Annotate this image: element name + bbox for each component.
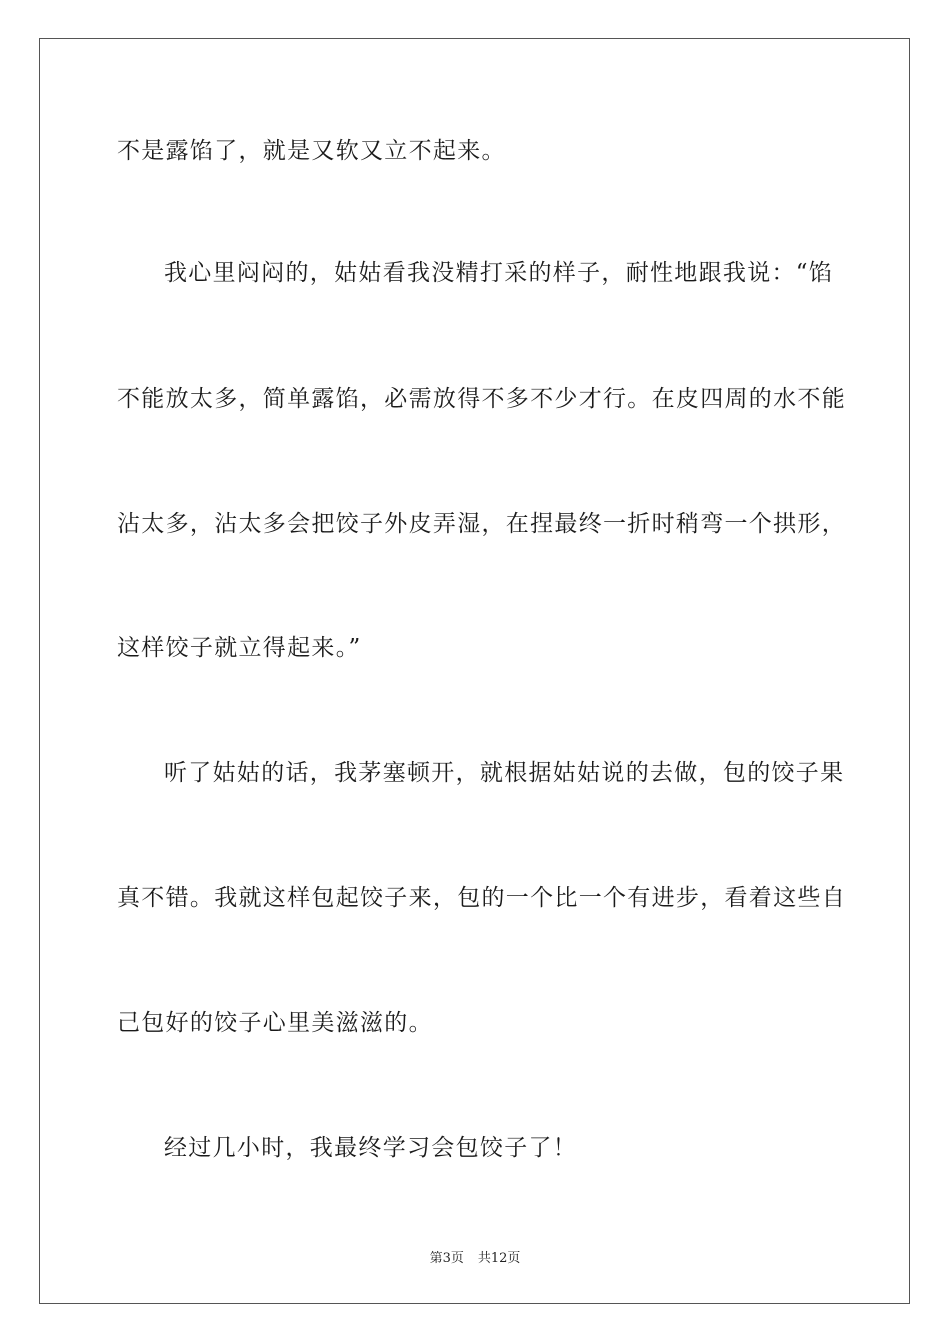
body-line-3: 不能放太多，简单露馅，必需放得不多不少才行。在皮四周的水不能 (117, 386, 846, 412)
body-line-1: 不是露馅了，就是又软又立不起来。 (117, 138, 506, 164)
body-line-6: 听了姑姑的话，我茅塞顿开，就根据姑姑说的去做，包的饺子果 (164, 760, 845, 786)
body-line-5: 这样饺子就立得起来。” (117, 635, 362, 661)
body-line-2: 我心里闷闷的，姑姑看我没精打采的样子，耐性地跟我说：“馅 (164, 260, 834, 286)
body-line-4: 沾太多，沾太多会把饺子外皮弄湿，在捏最终一折时稍弯一个拱形， (117, 511, 846, 537)
body-line-9: 经过几小时，我最终学习会包饺子了！ (164, 1135, 578, 1161)
body-line-8: 己包好的饺子心里美滋滋的。 (117, 1010, 433, 1036)
page-border (39, 38, 910, 1304)
total-pages: 共12页 (477, 1251, 521, 1266)
body-line-7: 真不错。我就这样包起饺子来，包的一个比一个有进步，看着这些自 (117, 885, 846, 911)
page-footer (0, 1247, 950, 1266)
page-number: 第3页 (429, 1251, 464, 1266)
